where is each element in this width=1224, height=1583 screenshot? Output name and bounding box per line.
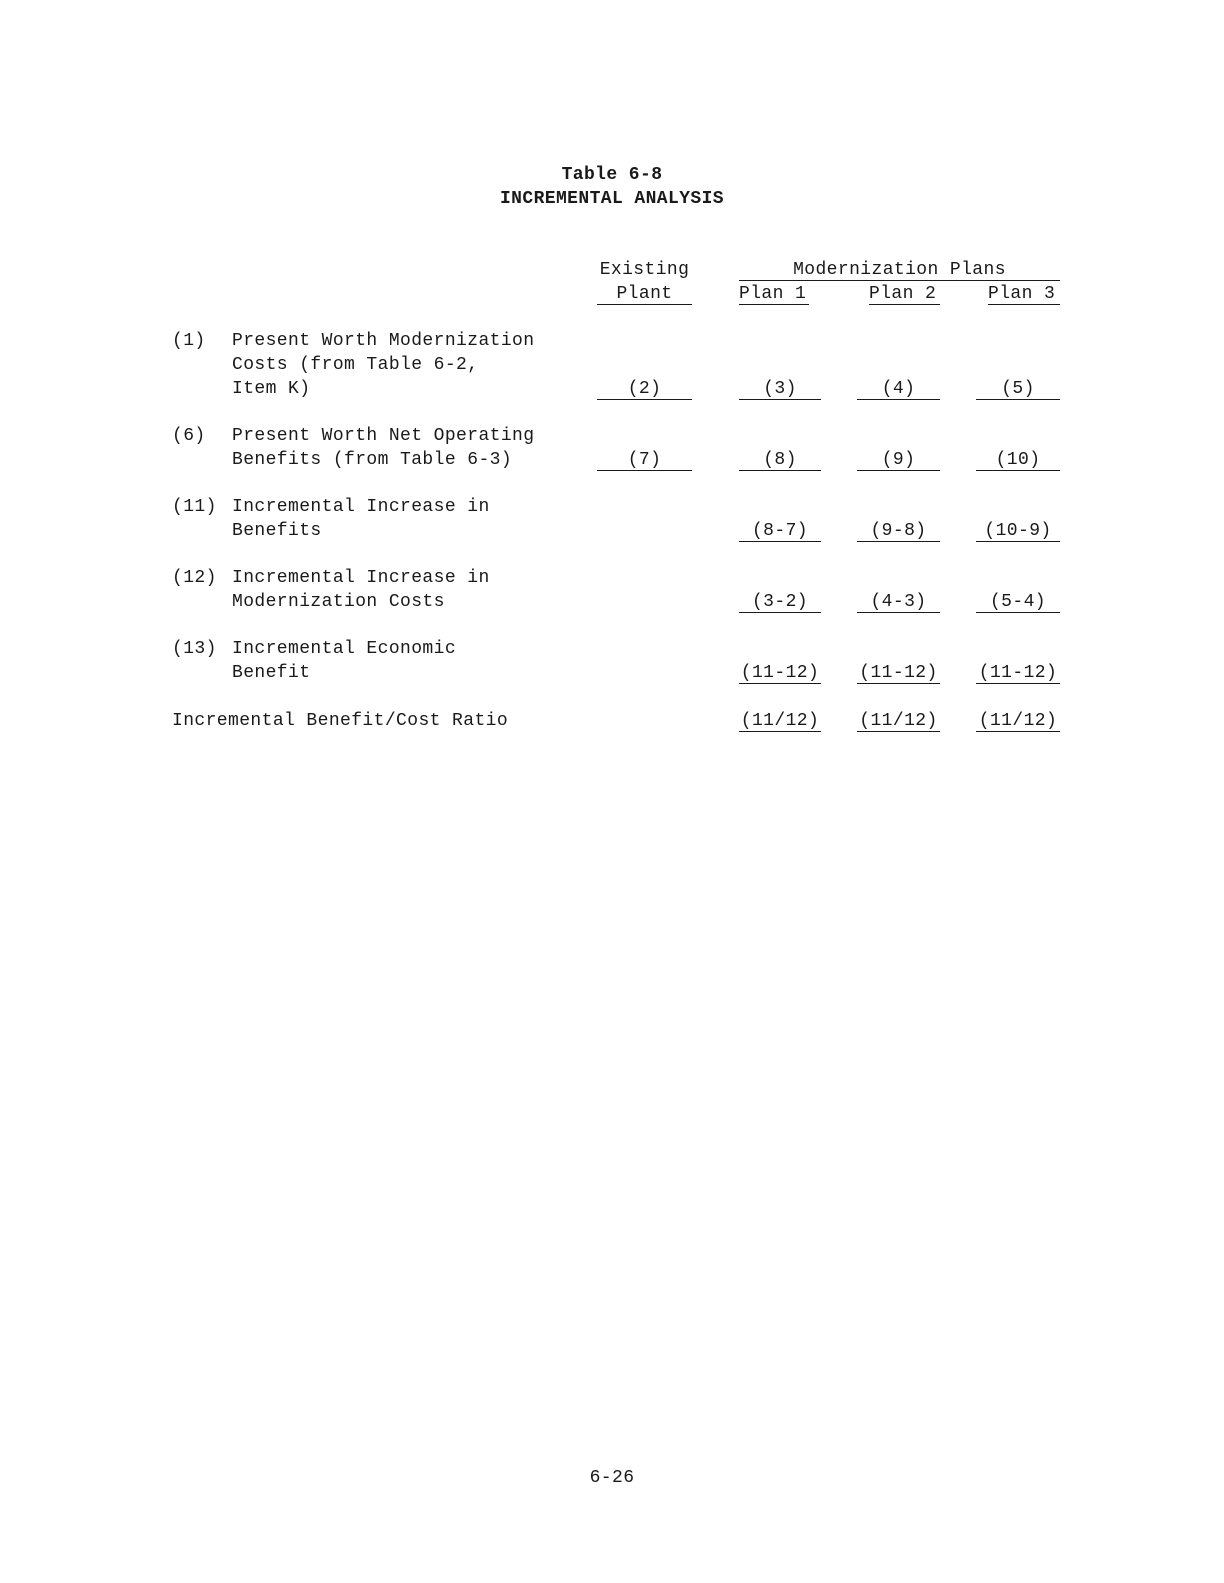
row-number: (1) [172,331,206,351]
cell-plan-3: (5-4) [976,590,1060,613]
cell-existing: (7) [597,448,692,471]
table-number: Table 6-8 [561,165,663,185]
cell-plan-3: (11/12) [976,709,1060,732]
cell-plan-1: (8-7) [739,519,821,542]
row-number: (12) [172,568,217,588]
cell-plan-2: (4-3) [857,590,940,613]
row-number: (13) [172,639,217,659]
cell-plan-2: (4) [857,377,940,400]
row-number: (6) [172,426,206,446]
cell-plan-1: (3-2) [739,590,821,613]
row-label-line: Benefits [232,521,322,541]
cell-plan-2: (9) [857,448,940,471]
page-number: 6-26 [589,1468,635,1488]
row-label-line: Item K) [232,379,311,399]
row-number: (11) [172,497,217,517]
cell-plan-2: (11/12) [857,709,940,732]
table-title: INCREMENTAL ANALYSIS [499,189,725,209]
row-label-line: Present Worth Modernization [232,331,535,351]
header-existing-line2: Plant [597,282,692,305]
row-label-line: Incremental Increase in [232,568,490,588]
header-group-underline [739,280,1060,281]
row-label-line: Incremental Economic [232,639,457,659]
cell-plan-3: (10-9) [976,519,1060,542]
cell-plan-3: (5) [976,377,1060,400]
header-existing-line1: Existing [599,260,690,280]
header-plan-3: Plan 3 [988,282,1060,305]
cell-plan-1: (8) [739,448,821,471]
cell-plan-1: (3) [739,377,821,400]
header-plan-2: Plan 2 [869,282,940,305]
header-modernization-plans: Modernization Plans [793,260,1006,280]
row-label-line: Present Worth Net Operating [232,426,535,446]
cell-plan-1: (11-12) [740,663,820,683]
cell-plan-2: (9-8) [857,519,940,542]
row-label-line: Benefits (from Table 6-3) [232,450,513,470]
row-label-line: Incremental Increase in [232,497,490,517]
row-label-line: Incremental Benefit/Cost Ratio [172,711,509,731]
cell-plan-3: (11-12) [976,661,1060,684]
row-label-line: Modernization Costs [232,592,445,612]
row-label-line: Benefit [232,663,311,683]
cell-existing: (2) [597,377,692,400]
row-label-line: Costs (from Table 6-2, [232,355,479,375]
header-plan-1: Plan 1 [739,282,809,305]
cell-plan-2: (11-12) [857,661,940,684]
cell-plan-3: (10) [976,448,1060,471]
cell-plan-1: (11/12) [740,711,820,731]
